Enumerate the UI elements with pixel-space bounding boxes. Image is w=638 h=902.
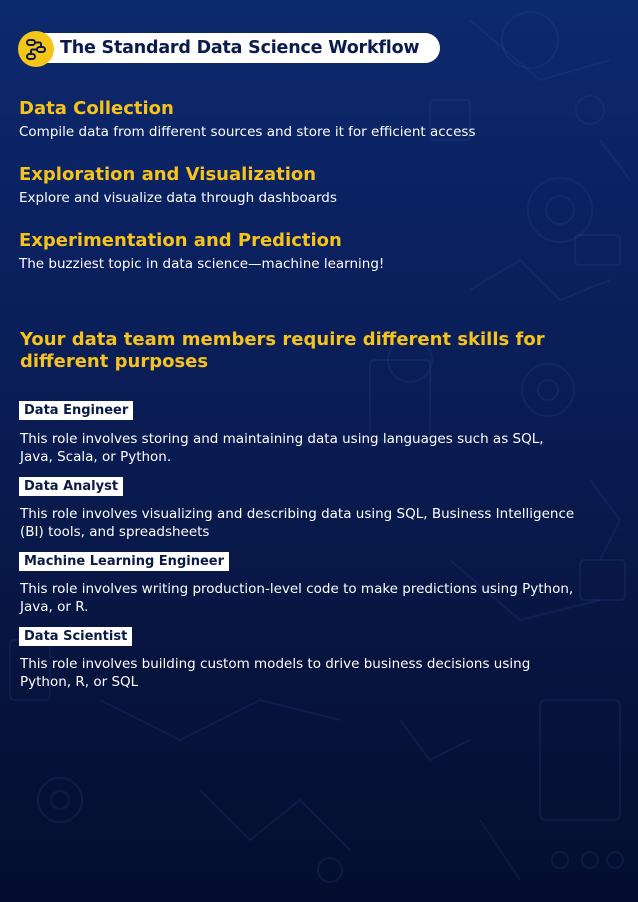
page-title: The Standard Data Science Workflow [60,38,420,58]
role-label-ml-engineer: Machine Learning Engineer [19,552,229,571]
team-section-heading: Your data team members require different skills for different purposes [20,329,545,372]
step-title-exploration: Exploration and Visualization [19,164,317,185]
step-description-experimentation: The buzziest topic in data science—machine learning! [19,256,385,272]
role-description-data-scientist: This role involves building custom models to drive business decisions using Python, R, or SQL [20,656,531,690]
role-label-data-engineer: Data Engineer [19,401,133,420]
role-description-ml-engineer: This role involves writing production-level code to make predictions using Python, Java, or R. [20,581,574,615]
role-label-data-analyst: Data Analyst [19,477,123,496]
workflow-icon [18,31,54,67]
role-label-data-scientist: Data Scientist [19,627,132,646]
step-description-exploration: Explore and visualize data through dashboards [19,190,337,206]
role-description-data-engineer: This role involves storing and maintaining data using languages such as SQL, Java, Scala, or Python. [20,431,544,465]
step-title-experimentation: Experimentation and Prediction [19,230,342,251]
role-description-data-analyst: This role involves visualizing and describing data using SQL, Business Intelligence (BI) tools, and spreadsheets [20,506,575,540]
step-title-data-collection: Data Collection [19,98,174,119]
step-description-data-collection: Compile data from different sources and store it for efficient access [19,124,476,140]
